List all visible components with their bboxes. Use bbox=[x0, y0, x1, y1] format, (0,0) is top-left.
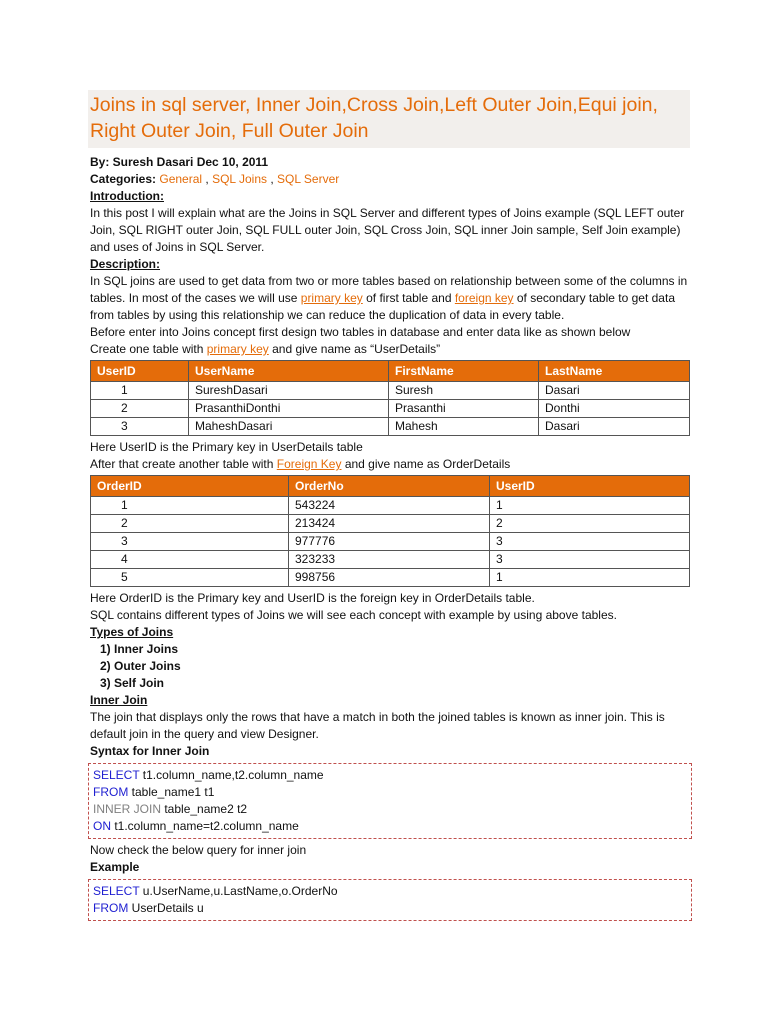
code-line bbox=[93, 784, 687, 801]
code-keyword: SELECT bbox=[93, 884, 140, 898]
code-keyword: FROM bbox=[93, 785, 129, 799]
check-paragraph: Now check the below query for inner join bbox=[90, 843, 307, 857]
table-cell: 1 bbox=[91, 382, 189, 400]
table-row bbox=[91, 569, 690, 587]
table-cell: Donthi bbox=[539, 400, 690, 418]
column-header: OrderNo bbox=[289, 476, 490, 497]
table-row bbox=[91, 418, 690, 436]
column-header: UserName bbox=[189, 361, 389, 382]
orderdetails-table bbox=[90, 475, 690, 587]
description-paragraph bbox=[90, 273, 690, 324]
example-code-block bbox=[88, 879, 692, 921]
before-paragraph: Before enter into Joins concept first design two tables in database and enter data like as shown below bbox=[90, 325, 631, 339]
table-row bbox=[91, 515, 690, 533]
table-cell: Prasanthi bbox=[389, 400, 539, 418]
desc-text-3: of secondary table to get data from tables by using this relationship we can reduce the duplication of data in every table. bbox=[90, 291, 675, 322]
title-banner bbox=[88, 90, 690, 148]
code-line bbox=[93, 818, 687, 835]
table-cell: 2 bbox=[91, 400, 189, 418]
code-text: u.UserName,u.LastName,o.OrderNo bbox=[139, 884, 338, 898]
syntax-heading: Syntax for Inner Join bbox=[90, 744, 210, 758]
table-cell: 2 bbox=[91, 515, 289, 533]
code-line bbox=[93, 767, 687, 784]
create2-text-1: After that create another table with bbox=[90, 457, 277, 471]
desc-text-2: of first table and bbox=[362, 291, 455, 305]
intro-paragraph: In this post I will explain what are the Joins in SQL Server and different types of Joins example (SQL LEFT outer Join, SQL RIGHT outer Join, SQL FULL outer Join, SQL Cross Join, SQL inner Join sample, Self Join example) and uses of Joins in SQL Server. bbox=[90, 206, 685, 254]
example-heading: Example bbox=[90, 860, 140, 874]
table-cell: 1 bbox=[490, 569, 690, 587]
description-heading: Description: bbox=[90, 257, 161, 271]
code-text: UserDetails u bbox=[128, 901, 204, 915]
article-title: Joins in sql server, Inner Join,Cross Join,Left Outer Join,Equi join, Right Outer Join, Full Outer Join bbox=[90, 94, 658, 142]
table-row bbox=[91, 533, 690, 551]
code-line bbox=[93, 900, 687, 917]
code-text: t1.column_name,t2.column_name bbox=[139, 768, 324, 782]
intro-heading: Introduction: bbox=[90, 189, 164, 203]
table-cell: 998756 bbox=[289, 569, 490, 587]
fk-note: Here OrderID is the Primary key and UserID is the foreign key in OrderDetails table. bbox=[90, 591, 535, 605]
code-keyword: FROM bbox=[93, 901, 129, 915]
table-cell: 1 bbox=[91, 497, 289, 515]
table-cell: 3 bbox=[490, 533, 690, 551]
table-cell: Mahesh bbox=[389, 418, 539, 436]
list-item: 2) Outer Joins bbox=[100, 659, 181, 673]
column-header: OrderID bbox=[91, 476, 289, 497]
create1-text-2: and give name as “UserDetails” bbox=[268, 342, 441, 356]
list-item: 3) Self Join bbox=[100, 676, 165, 690]
code-line bbox=[93, 801, 687, 818]
code-keyword: ON bbox=[93, 819, 111, 833]
code-line bbox=[93, 883, 687, 900]
table-cell: 1 bbox=[490, 497, 690, 515]
category-link-general[interactable]: General bbox=[159, 172, 203, 186]
category-link-sql-server[interactable]: SQL Server bbox=[277, 172, 340, 186]
table-cell: 2 bbox=[490, 515, 690, 533]
column-header: LastName bbox=[539, 361, 690, 382]
column-header: UserID bbox=[91, 361, 189, 382]
table-cell: Dasari bbox=[539, 382, 690, 400]
table-cell: SureshDasari bbox=[189, 382, 389, 400]
table-cell: 543224 bbox=[289, 497, 490, 515]
table-cell: Dasari bbox=[539, 418, 690, 436]
sql-contains-paragraph: SQL contains different types of Joins we will see each concept with example by using above tables. bbox=[90, 608, 617, 622]
code-keyword: SELECT bbox=[93, 768, 140, 782]
categories-label: Categories: bbox=[90, 172, 157, 186]
categories-line: Categories: General , SQL Joins , SQL Server bbox=[90, 172, 340, 186]
desc-text-1: In SQL joins are used to get data from two or more tables based on relationship between some of the columns in tables. In most of the cases we will use bbox=[90, 274, 688, 305]
table-cell: PrasanthiDonthi bbox=[189, 400, 389, 418]
code-keyword: INNER JOIN bbox=[93, 802, 162, 816]
code-text: t1.column_name=t2.column_name bbox=[111, 819, 299, 833]
category-link-sql-joins[interactable]: SQL Joins bbox=[212, 172, 268, 186]
article-body bbox=[90, 90, 690, 924]
table-row bbox=[91, 497, 690, 515]
table-cell: 323233 bbox=[289, 551, 490, 569]
table-cell: 3 bbox=[91, 418, 189, 436]
table-cell: 4 bbox=[91, 551, 289, 569]
inner-join-paragraph: The join that displays only the rows that have a match in both the joined tables is known as inner join. This is default join in the query and view Designer. bbox=[90, 710, 665, 741]
table-cell: 977776 bbox=[289, 533, 490, 551]
create-userdetails-line bbox=[90, 341, 690, 358]
table-row bbox=[91, 551, 690, 569]
table-cell: 5 bbox=[91, 569, 289, 587]
column-header: FirstName bbox=[389, 361, 539, 382]
table-cell: Suresh bbox=[389, 382, 539, 400]
syntax-code-block bbox=[88, 763, 692, 839]
foreign-key-link-2[interactable]: Foreign Key bbox=[276, 457, 342, 471]
create-orderdetails-line bbox=[90, 456, 690, 473]
foreign-key-link[interactable]: foreign key bbox=[454, 291, 514, 305]
pk-note: Here UserID is the Primary key in UserDetails table bbox=[90, 440, 363, 454]
table-cell: 3 bbox=[490, 551, 690, 569]
code-text: table_name1 t1 bbox=[128, 785, 215, 799]
table-cell: MaheshDasari bbox=[189, 418, 389, 436]
table-row bbox=[91, 400, 690, 418]
table-cell: 213424 bbox=[289, 515, 490, 533]
list-item: 1) Inner Joins bbox=[100, 642, 179, 656]
types-list bbox=[90, 641, 690, 692]
code-text: table_name2 t2 bbox=[161, 802, 248, 816]
column-header: UserID bbox=[490, 476, 690, 497]
create1-text-1: Create one table with bbox=[90, 342, 207, 356]
inner-join-heading: Inner Join bbox=[90, 693, 148, 707]
table-header-row bbox=[91, 476, 690, 497]
table-cell: 3 bbox=[91, 533, 289, 551]
primary-key-link[interactable]: primary key bbox=[300, 291, 363, 305]
byline: By: Suresh Dasari Dec 10, 2011 bbox=[90, 155, 269, 169]
table-row bbox=[91, 382, 690, 400]
types-heading: Types of Joins bbox=[90, 625, 174, 639]
table-header-row bbox=[91, 361, 690, 382]
create2-text-2: and give name as OrderDetails bbox=[341, 457, 511, 471]
primary-key-link-2[interactable]: primary key bbox=[206, 342, 269, 356]
userdetails-table bbox=[90, 360, 690, 436]
